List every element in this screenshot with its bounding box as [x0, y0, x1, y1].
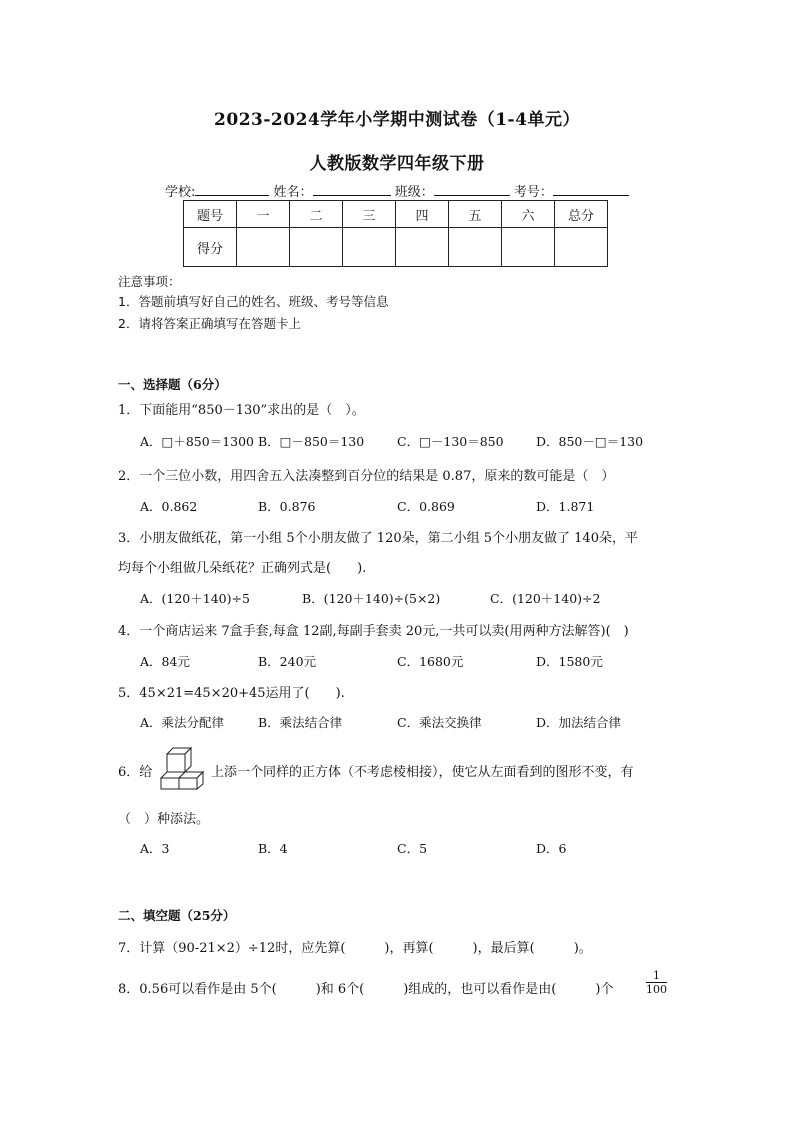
score-cell[interactable] — [396, 228, 449, 267]
q2-option-d[interactable]: D．1.871 — [536, 499, 595, 514]
page-subtitle: 人教版数学四年级下册 — [309, 154, 485, 174]
question-4: 4．一个商店运来 7盒手套,每盒 12副,每副手套卖 20元,一共可以卖(用两种方法解答)( ) — [118, 624, 629, 639]
q1-option-d[interactable]: D．850－□＝130 — [536, 434, 644, 449]
notes-title: 注意事项： — [118, 274, 181, 289]
fraction-one-hundredth — [646, 969, 667, 996]
school-field[interactable] — [195, 183, 269, 196]
q4-option-a[interactable]: A．84元 — [140, 654, 190, 669]
exam-no-label: 考号： — [513, 185, 553, 200]
question-1: 1．下面能用“850－130”求出的是（ ）。 — [118, 403, 365, 418]
q3-option-c[interactable]: C．(120＋140)÷2 — [490, 591, 601, 606]
question-3: 3．小朋友做纸花，第一小组 5个小朋友做了 120朵，第二小组 5个小朋友做了 140朵，平 — [118, 531, 638, 546]
q2-option-b[interactable]: B．0.876 — [258, 499, 316, 514]
name-field[interactable] — [313, 183, 391, 196]
score-header-cell: 三 — [343, 201, 396, 228]
note-item: 1．答题前填写好自己的姓名、班级、考号等信息 — [118, 294, 389, 309]
score-table-score-row — [184, 228, 608, 267]
q1-option-a[interactable]: A．□＋850＝1300 — [140, 434, 255, 449]
score-cell[interactable] — [449, 228, 502, 267]
q5-option-b[interactable]: B．乘法结合律 — [258, 715, 343, 730]
question-6-line-2: （ ）种添法。 — [118, 812, 210, 827]
name-label: 姓名： — [273, 185, 313, 200]
q2-option-a[interactable]: A．0.862 — [140, 499, 198, 514]
fraction-denominator: 100 — [646, 983, 667, 996]
class-label: 班级： — [394, 185, 434, 200]
score-header-cell: 题号 — [184, 201, 237, 228]
q5-option-c[interactable]: C．乘法交换律 — [397, 715, 482, 730]
question-7: 7．计算（90-21×2）÷12时，应先算( )，再算( )，最后算( )。 — [118, 941, 592, 956]
question-6-prefix: 6．给 — [118, 765, 153, 780]
score-header-cell: 二 — [290, 201, 343, 228]
score-header-cell: 四 — [396, 201, 449, 228]
school-label: 学校: — [165, 185, 196, 200]
fraction-numerator: 1 — [646, 969, 667, 983]
score-header-cell: 五 — [449, 201, 502, 228]
section-2-title: 二、填空题（25分） — [118, 908, 236, 923]
score-cell[interactable] — [502, 228, 555, 267]
page-title: 2023-2024学年小学期中测试卷（1-4单元） — [214, 110, 580, 130]
student-info-line — [165, 181, 629, 200]
q6-option-d[interactable]: D．6 — [536, 841, 567, 856]
score-header-cell: 六 — [502, 201, 555, 228]
q1-option-b[interactable]: B．□－850＝130 — [258, 434, 365, 449]
exam-no-field[interactable] — [553, 183, 629, 196]
score-cell[interactable] — [290, 228, 343, 267]
cube-stack-figure — [155, 744, 209, 790]
score-row-label: 得分 — [184, 228, 237, 267]
q4-option-b[interactable]: B．240元 — [258, 654, 317, 669]
q6-option-c[interactable]: C．5 — [397, 841, 428, 856]
section-1-title: 一、选择题（6分） — [118, 377, 227, 392]
question-3-line-2: 均每个小组做几朵纸花？正确列式是( ). — [118, 561, 367, 576]
question-6-text: 上添一个同样的正方体（不考虑棱相接），使它从左面看到的图形不变，有 — [211, 765, 634, 780]
question-5: 5．45×21=45×20+45运用了( ). — [118, 686, 345, 701]
q4-option-c[interactable]: C．1680元 — [397, 654, 464, 669]
score-cell[interactable] — [555, 228, 608, 267]
q3-option-a[interactable]: A．(120＋140)÷5 — [140, 591, 250, 606]
q4-option-d[interactable]: D．1580元 — [536, 654, 603, 669]
q6-option-b[interactable]: B．4 — [258, 841, 288, 856]
q5-option-d[interactable]: D．加法结合律 — [536, 715, 622, 730]
score-header-cell: 一 — [237, 201, 290, 228]
note-item: 2．请将答案正确填写在答题卡上 — [118, 316, 301, 331]
class-field[interactable] — [434, 183, 510, 196]
q6-option-a[interactable]: A．3 — [140, 841, 170, 856]
q5-option-a[interactable]: A．乘法分配律 — [140, 715, 225, 730]
score-table — [183, 200, 608, 267]
score-cell[interactable] — [343, 228, 396, 267]
score-header-cell: 总分 — [555, 201, 608, 228]
score-table-header-row — [184, 201, 608, 228]
q2-option-c[interactable]: C．0.869 — [397, 499, 455, 514]
q1-option-c[interactable]: C．□－130＝850 — [397, 434, 504, 449]
q3-option-b[interactable]: B．(120＋140)÷(5×2) — [302, 591, 441, 606]
score-cell[interactable] — [237, 228, 290, 267]
question-2: 2．一个三位小数，用四舍五入法凑整到百分位的结果是 0.87，原来的数可能是（ ） — [118, 469, 615, 484]
question-8: 8．0.56可以看作是由 5个( )和 6个( )组成的，也可以看作是由( )个 — [118, 982, 614, 997]
